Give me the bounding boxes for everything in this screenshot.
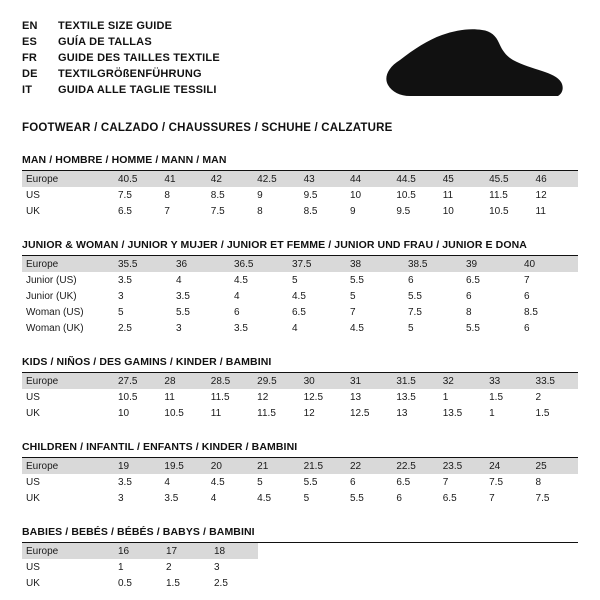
size-cell: 8.5 [300, 203, 346, 219]
size-cell: 3.5 [172, 288, 230, 304]
size-cell: 6.5 [439, 490, 485, 506]
size-cell: 10 [346, 187, 392, 203]
size-cell: 5 [300, 490, 346, 506]
size-cell: 29.5 [253, 373, 299, 389]
size-cell: 4.5 [288, 288, 346, 304]
size-cell: 3.5 [160, 490, 206, 506]
size-cell: 3 [172, 320, 230, 336]
language-code: EN [22, 20, 38, 32]
section-title: JUNIOR & WOMAN / JUNIOR Y MUJER / JUNIOR ET FEMME / JUNIOR UND FRAU / JUNIOR E DONA [22, 239, 578, 256]
document-header [22, 18, 578, 110]
language-code: IT [22, 84, 33, 96]
size-cell: 6 [404, 272, 462, 288]
size-cell: 8.5 [520, 304, 578, 320]
table-row [22, 543, 578, 559]
size-cell: 20 [207, 458, 253, 474]
row-label: UK [22, 575, 114, 591]
size-cell: 10.5 [485, 203, 531, 219]
size-cell: 7 [346, 304, 404, 320]
size-cell: 2.5 [210, 575, 258, 591]
size-cell: 24 [485, 458, 531, 474]
size-section [22, 441, 578, 506]
size-cell: 5 [288, 272, 346, 288]
size-cell: 6 [230, 304, 288, 320]
table-row [22, 458, 578, 474]
table-row [22, 288, 578, 304]
size-cell: 1 [114, 559, 162, 575]
size-cell: 19.5 [160, 458, 206, 474]
size-cell: 8 [253, 203, 299, 219]
row-label: Europe [22, 373, 114, 389]
table-row [22, 203, 578, 219]
size-cell: 3 [114, 490, 160, 506]
table-row [22, 272, 578, 288]
size-cell: 9.5 [300, 187, 346, 203]
row-label: Europe [22, 256, 114, 272]
size-cell: 5 [346, 288, 404, 304]
size-cell: 9 [346, 203, 392, 219]
size-cell: 41 [160, 171, 206, 187]
spacer-cell [258, 559, 578, 575]
size-cell: 10.5 [392, 187, 438, 203]
size-cell: 38.5 [404, 256, 462, 272]
size-cell: 11.5 [207, 389, 253, 405]
size-section [22, 239, 578, 336]
row-label: US [22, 559, 114, 575]
size-cell: 3.5 [114, 474, 160, 490]
size-cell: 7 [520, 272, 578, 288]
size-cell: 6 [520, 288, 578, 304]
language-code: DE [22, 68, 38, 80]
size-cell: 7 [485, 490, 531, 506]
size-cell: 12.5 [300, 389, 346, 405]
row-label: Europe [22, 171, 114, 187]
size-cell: 2 [162, 559, 210, 575]
row-label: US [22, 474, 114, 490]
table-row [22, 256, 578, 272]
table-row [22, 373, 578, 389]
size-cell: 3 [210, 559, 258, 575]
size-cell: 4.5 [207, 474, 253, 490]
size-cell: 18 [210, 543, 258, 559]
size-cell: 46 [532, 171, 578, 187]
row-label: US [22, 389, 114, 405]
size-cell: 7 [160, 203, 206, 219]
size-cell: 11 [160, 389, 206, 405]
size-cell: 5.5 [346, 272, 404, 288]
size-cell: 7.5 [404, 304, 462, 320]
language-title: GUIDA ALLE TAGLIE TESSILI [58, 84, 217, 96]
footwear-subtitle: FOOTWEAR / CALZADO / CHAUSSURES / SCHUHE / CALZATURE [22, 122, 393, 134]
size-cell: 27.5 [114, 373, 160, 389]
size-cell: 45.5 [485, 171, 531, 187]
size-cell: 38 [346, 256, 404, 272]
size-table [22, 458, 578, 506]
size-cell: 42 [207, 171, 253, 187]
size-cell: 5 [253, 474, 299, 490]
size-cell: 16 [114, 543, 162, 559]
size-cell: 28 [160, 373, 206, 389]
size-cell: 39 [462, 256, 520, 272]
size-cell: 21 [253, 458, 299, 474]
language-title: TEXTILGRÖßENFÜHRUNG [58, 68, 202, 80]
size-cell: 7.5 [207, 203, 253, 219]
size-cell: 6.5 [392, 474, 438, 490]
size-cell: 2.5 [114, 320, 172, 336]
table-row [22, 320, 578, 336]
size-cell: 1 [485, 405, 531, 421]
section-title: BABIES / BEBÉS / BÉBÉS / BABYS / BAMBINI [22, 526, 578, 543]
size-cell: 44.5 [392, 171, 438, 187]
table-row [22, 474, 578, 490]
size-cell: 4 [160, 474, 206, 490]
size-cell: 10 [439, 203, 485, 219]
table-row [22, 187, 578, 203]
size-cell: 1.5 [532, 405, 578, 421]
size-cell: 8 [462, 304, 520, 320]
size-cell: 40.5 [114, 171, 160, 187]
size-cell: 21.5 [300, 458, 346, 474]
size-cell: 30 [300, 373, 346, 389]
size-cell: 33.5 [532, 373, 578, 389]
spacer-cell [258, 575, 578, 591]
size-cell: 32 [439, 373, 485, 389]
size-cell: 22.5 [392, 458, 438, 474]
size-section [22, 154, 578, 219]
size-cell: 42.5 [253, 171, 299, 187]
size-cell: 36.5 [230, 256, 288, 272]
size-cell: 40 [520, 256, 578, 272]
size-sections [22, 154, 578, 591]
size-cell: 8 [160, 187, 206, 203]
size-cell: 17 [162, 543, 210, 559]
size-section [22, 356, 578, 421]
row-label: UK [22, 203, 114, 219]
language-code: ES [22, 36, 38, 48]
section-title: KIDS / NIÑOS / DES GAMINS / KINDER / BAMBINI [22, 356, 578, 373]
size-cell: 5.5 [300, 474, 346, 490]
size-cell: 12 [532, 187, 578, 203]
size-cell: 6.5 [288, 304, 346, 320]
size-cell: 11.5 [485, 187, 531, 203]
size-cell: 37.5 [288, 256, 346, 272]
row-label: UK [22, 490, 114, 506]
table-row [22, 490, 578, 506]
row-label: US [22, 187, 114, 203]
size-cell: 0.5 [114, 575, 162, 591]
size-cell: 12 [300, 405, 346, 421]
row-label: Woman (US) [22, 304, 114, 320]
size-cell: 7 [439, 474, 485, 490]
size-cell: 25 [532, 458, 578, 474]
section-title: CHILDREN / INFANTIL / ENFANTS / KINDER / BAMBINI [22, 441, 578, 458]
size-cell: 6 [392, 490, 438, 506]
size-table [22, 373, 578, 421]
dress-shoe-icon [370, 26, 570, 104]
size-cell: 31 [346, 373, 392, 389]
size-cell: 4 [288, 320, 346, 336]
size-cell: 10 [114, 405, 160, 421]
size-cell: 1.5 [485, 389, 531, 405]
size-cell: 7.5 [114, 187, 160, 203]
language-title: GUÍA DE TALLAS [58, 36, 152, 48]
size-cell: 5.5 [346, 490, 392, 506]
row-label: Junior (UK) [22, 288, 114, 304]
size-cell: 8 [532, 474, 578, 490]
size-cell: 44 [346, 171, 392, 187]
size-cell: 2 [532, 389, 578, 405]
size-cell: 11 [532, 203, 578, 219]
size-cell: 12.5 [346, 405, 392, 421]
size-cell: 13 [346, 389, 392, 405]
size-cell: 3.5 [114, 272, 172, 288]
size-cell: 11.5 [253, 405, 299, 421]
size-cell: 33 [485, 373, 531, 389]
row-label: UK [22, 405, 114, 421]
size-cell: 13.5 [439, 405, 485, 421]
row-label: Junior (US) [22, 272, 114, 288]
size-cell: 36 [172, 256, 230, 272]
table-row [22, 575, 578, 591]
size-cell: 28.5 [207, 373, 253, 389]
size-cell: 7.5 [532, 490, 578, 506]
size-cell: 5.5 [462, 320, 520, 336]
size-cell: 13.5 [392, 389, 438, 405]
table-row [22, 389, 578, 405]
size-cell: 45 [439, 171, 485, 187]
table-row [22, 304, 578, 320]
size-table [22, 171, 578, 219]
size-cell: 4 [172, 272, 230, 288]
size-table [22, 543, 578, 591]
row-label: Europe [22, 458, 114, 474]
section-title: MAN / HOMBRE / HOMME / MANN / MAN [22, 154, 578, 171]
size-cell: 1 [439, 389, 485, 405]
row-label: Europe [22, 543, 114, 559]
size-cell: 12 [253, 389, 299, 405]
language-title: GUIDE DES TAILLES TEXTILE [58, 52, 220, 64]
size-cell: 19 [114, 458, 160, 474]
size-cell: 11 [207, 405, 253, 421]
size-cell: 6 [462, 288, 520, 304]
size-cell: 6 [520, 320, 578, 336]
language-title: TEXTILE SIZE GUIDE [58, 20, 173, 32]
size-cell: 7.5 [485, 474, 531, 490]
size-cell: 23.5 [439, 458, 485, 474]
size-cell: 5 [404, 320, 462, 336]
size-cell: 4.5 [253, 490, 299, 506]
size-cell: 43 [300, 171, 346, 187]
size-cell: 35.5 [114, 256, 172, 272]
size-cell: 5.5 [404, 288, 462, 304]
size-cell: 6 [346, 474, 392, 490]
size-cell: 11 [439, 187, 485, 203]
size-cell: 13 [392, 405, 438, 421]
size-table [22, 256, 578, 336]
language-code: FR [22, 52, 38, 64]
size-cell: 4 [230, 288, 288, 304]
table-row [22, 405, 578, 421]
size-cell: 5 [114, 304, 172, 320]
size-cell: 10.5 [160, 405, 206, 421]
size-cell: 10.5 [114, 389, 160, 405]
size-cell: 31.5 [392, 373, 438, 389]
size-cell: 9.5 [392, 203, 438, 219]
size-cell: 5.5 [172, 304, 230, 320]
size-cell: 8.5 [207, 187, 253, 203]
size-section [22, 526, 578, 591]
size-cell: 3 [114, 288, 172, 304]
size-cell: 4.5 [346, 320, 404, 336]
table-row [22, 559, 578, 575]
table-row [22, 171, 578, 187]
size-cell: 1.5 [162, 575, 210, 591]
size-cell: 22 [346, 458, 392, 474]
spacer-cell [258, 543, 578, 559]
size-cell: 9 [253, 187, 299, 203]
size-cell: 4.5 [230, 272, 288, 288]
size-cell: 3.5 [230, 320, 288, 336]
size-cell: 6.5 [114, 203, 160, 219]
row-label: Woman (UK) [22, 320, 114, 336]
size-cell: 4 [207, 490, 253, 506]
size-cell: 6.5 [462, 272, 520, 288]
